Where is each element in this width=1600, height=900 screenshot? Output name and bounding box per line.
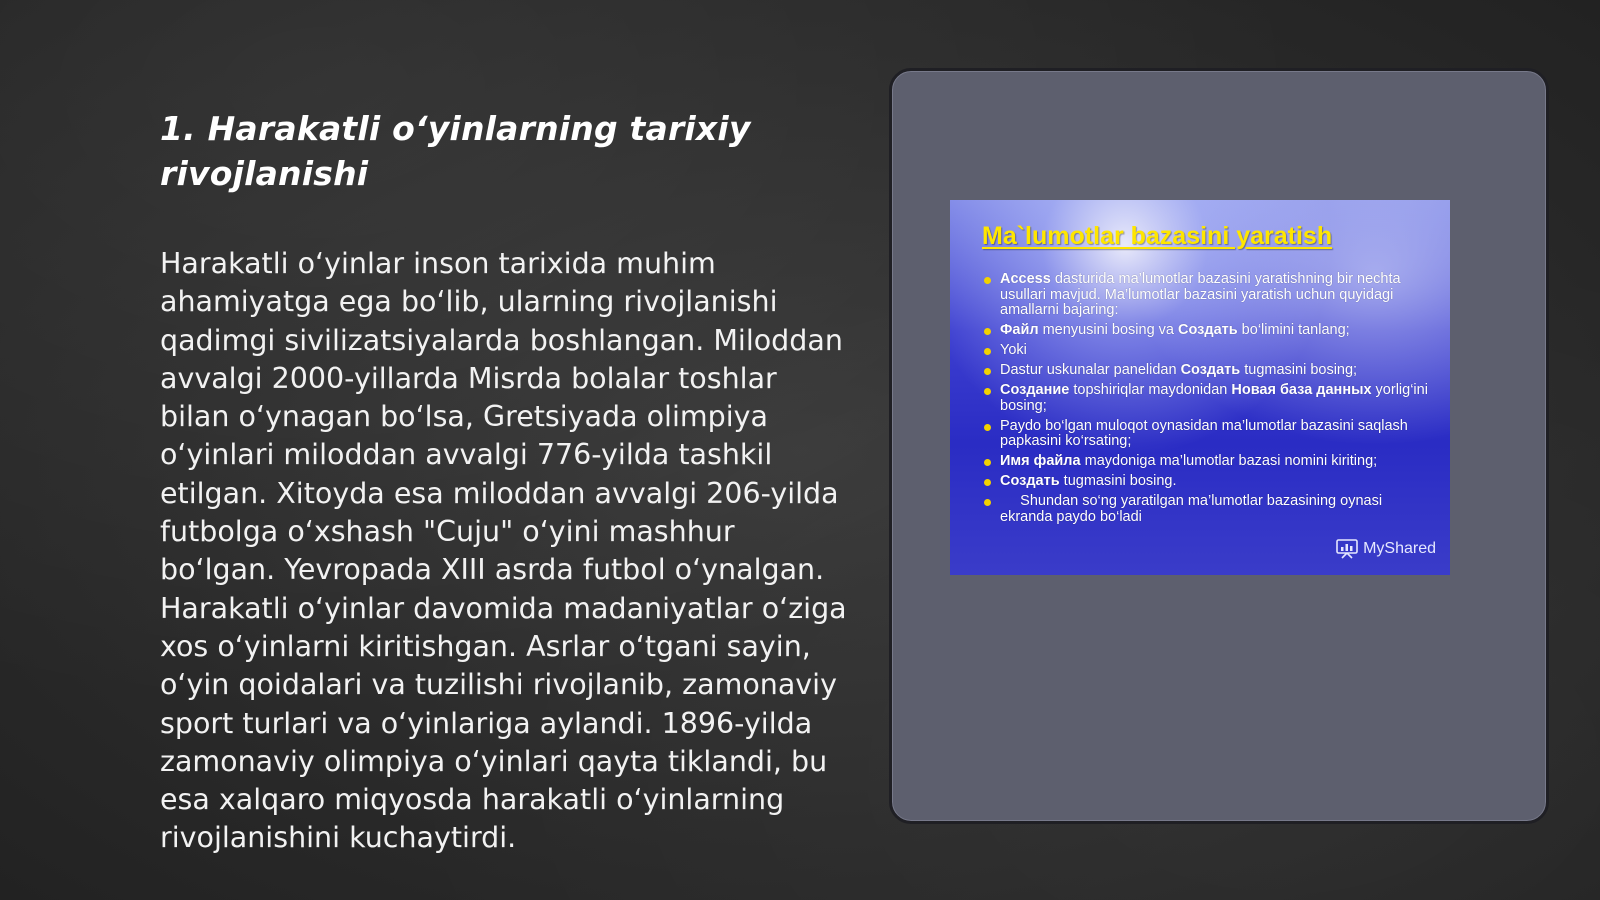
list-item: Создать tugmasini bosing. bbox=[982, 474, 1434, 490]
list-item: Dastur uskunalar panelidan Создать tugmasini bosing; bbox=[982, 363, 1434, 379]
list-item: Paydo bo‘lgan muloqot oynasidan ma’lumotlar bazasini saqlash papkasini ko‘rsating; bbox=[982, 419, 1434, 450]
embedded-slide-list bbox=[982, 272, 1434, 530]
slide-body-text: Harakatli o‘yinlar inson tarixida muhim ahamiyatga ega bo‘lib, ularning rivojlanishi qadimgi sivilizatsiyalarda boshlangan. Miloddan avvalgi 2000-yillarda Misrda bolalar toshlar bilan o‘ynagan bo‘lsa, Gretsiyada olimpiya o‘yinlari miloddan avvalgi 776-yilda tashkil etilgan. Xitoyda esa miloddan avvalgi 206-yilda futbolga o‘xshash "Cuju" o‘yini mashhur bo‘lgan. Yevropada XIII asrda futbol o‘ynalgan. Harakatli o‘yinlar davomida madaniyatlar o‘ziga xos o‘yinlarni kiritishgan. Asrlar o‘tgani sayin, o‘yin qoidalari va tuzilishi rivojlanib, zamonaviy sport turlari va o‘yinlariga aylandi. 1896-yilda zamonaviy olimpiya o‘yinlari qayta tiklandi, bu esa xalqaro miqyosda harakatli o‘yinlarning rivojlanishini kuchaytirdi. bbox=[160, 247, 847, 855]
list-item: Shundan so‘ng yaratilgan ma’lumotlar bazasining oynasi ekranda paydo bo‘ladi bbox=[982, 494, 1434, 525]
watermark-text: MyShared bbox=[1363, 540, 1436, 557]
list-item: Файл menyusini bosing va Создать bo‘limini tanlang; bbox=[982, 323, 1434, 339]
slide-title: 1. Harakatli o‘yinlarning tarixiy rivojlanishi bbox=[160, 109, 751, 193]
embedded-slide-image bbox=[950, 200, 1450, 575]
list-item: Yoki bbox=[982, 343, 1434, 359]
myshared-watermark bbox=[1336, 539, 1436, 559]
list-item: Имя файла maydoniga ma’lumotlar bazasi nomini kiriting; bbox=[982, 454, 1434, 470]
list-item: Создание topshiriqlar maydonidan Новая база данных yorlig‘ini bosing; bbox=[982, 383, 1434, 414]
list-item: Access dasturida ma’lumotlar bazasini yaratishning bir nechta usullari mavjud. Ma’lumotlar bazasini yaratish uchun quyidagi amallarni bajaring: bbox=[982, 272, 1434, 319]
myshared-logo-icon bbox=[1336, 539, 1358, 559]
embedded-slide-title: Ma`lumotlar bazasini yaratish bbox=[982, 222, 1333, 250]
